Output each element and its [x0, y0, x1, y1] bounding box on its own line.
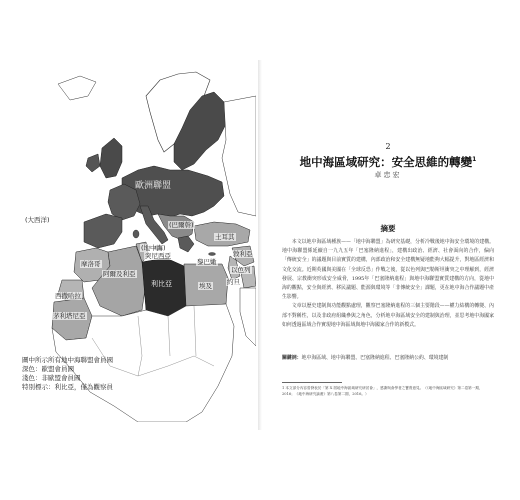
- greece-shape: [178, 236, 194, 252]
- label-morocco: 摩洛哥: [81, 260, 101, 268]
- russia-outline: [222, 96, 256, 216]
- legend-line: 特別標示：利比亞，僅為觀察員: [22, 383, 113, 391]
- label-israel: 以色列: [231, 266, 251, 274]
- abstract-heading: 摘要: [380, 224, 396, 233]
- label-syria: 敘利亞: [233, 250, 253, 258]
- legend-line: 淺色：非歐盟會員國: [22, 374, 81, 382]
- central-europe-shape: [122, 166, 224, 218]
- footnote: 1 本文部分內容曾發表於「第 X 屆地中海區域研究研討會」，感謝與會學者之寶貴意見。（《地中海區域研究》第二卷第一期，2016；《地中海研究論叢》第八卷第二期，2016。）: [282, 386, 483, 397]
- label-libya: 利比亞: [151, 280, 172, 288]
- iberia-shape: [84, 214, 122, 248]
- text-page: [268, 60, 508, 430]
- title-footnote-mark: 1: [472, 156, 477, 164]
- keywords-text: 地中海區域、地中海聯盟、巴塞隆納進程、巴塞隆納公約、環境建制: [301, 355, 449, 361]
- abstract-paragraph: 本文以地中海區域種族——「地中海聯盟」為研究基礎，分析冷戰後地中海安全環境的建構。地中海聯盟係延續自一九九五年「巴塞隆納進程」，建構出政治、經濟、社會面向的合作，偏向「傳統安全」的議題與目前實質的建構，內部政治和安全建構無疑地能夠大幅提升，對地區經濟和文化交流。近期英國與美國在「全球反恐」作戰之後，從以色列與巴勒斯坦衝突之中理解到，經濟發展、宗教衝突形成安全威脅，1995年「巴塞隆納進程」與地中海聯盟實質建構的方向，從地中海的觀點，安全與經濟、移民議題、能源與環境等「非傳統安全」課題，更在地中海合作議題中產生影響。: [282, 239, 494, 301]
- chapter-number: 2: [385, 142, 391, 151]
- label-mauritania: 茅利塔尼亞: [53, 312, 86, 320]
- footnote-rule: [282, 382, 342, 383]
- cyprus-shape: [209, 253, 216, 256]
- label-tunisia: 突尼西亞: [145, 252, 171, 260]
- book-gutter: [258, 60, 262, 430]
- author-name: 卓忠宏: [374, 171, 402, 179]
- label-turkey: 土耳其: [215, 233, 235, 241]
- label-algeria: 阿爾及利亞: [103, 270, 136, 278]
- abstract-body: [282, 238, 494, 330]
- label-atlantic: (大西洋): [25, 216, 50, 224]
- map-legend: [22, 356, 113, 392]
- label-mediterranean: (地中海): [141, 244, 166, 252]
- label-egypt: 埃及: [199, 282, 212, 290]
- label-balkans: (巴爾幹): [169, 221, 194, 229]
- keywords-label: 關鍵詞：: [282, 355, 302, 361]
- label-lebanon: 黎巴嫩: [197, 258, 217, 266]
- keywords: [282, 354, 494, 363]
- label-western-sahara: 西撒哈拉: [55, 292, 81, 300]
- chapter-title: [268, 154, 508, 170]
- abstract-paragraph: 文章以歷史建制與功能觀點處理，觀察巴塞隆納進程的三個主要階段——權力結構的轉變、內部不對稱性，以及非政府組織參與之角色，分析地中海區域安全的建制與治理，並思考地中海國家如何透過區域合作實現地中海區域與地中海國家合作的新模式。: [282, 303, 494, 328]
- ireland-shape: [86, 154, 100, 172]
- arabia-outline: [240, 288, 256, 346]
- chapter-title-text: 地中海區域研究：安全思維的轉變: [299, 155, 473, 169]
- label-jordan: 約旦: [227, 278, 240, 286]
- uk-shape: [100, 138, 122, 178]
- sardinia-shape: [133, 230, 139, 238]
- label-eu-area: 歐洲聯盟: [135, 181, 172, 191]
- legend-line: 深色：歐盟會員國: [22, 365, 74, 373]
- legend-line: 圖中所示所有地中海聯盟會員國: [22, 356, 113, 364]
- map-page: [18, 66, 256, 422]
- iceland-outline: [58, 76, 96, 100]
